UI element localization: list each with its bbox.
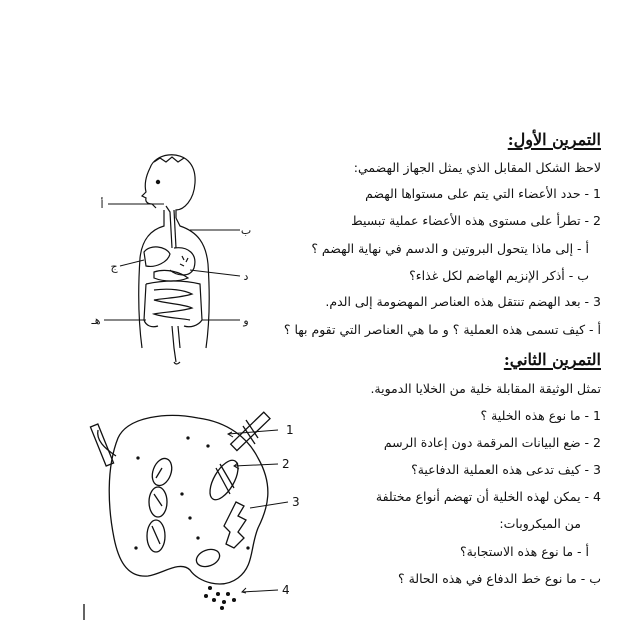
exercise2-question-4b: ب - ما نوع خط الدفاع في هذه الحالة ؟ xyxy=(397,571,601,586)
exercise1-question-3: 3 - بعد الهضم تنتقل هذه العناصر المهضومة إلى الدم. xyxy=(325,294,601,309)
figure1-label-b: ب xyxy=(240,224,252,237)
blood-cell-figure xyxy=(78,398,318,620)
digestive-system-figure xyxy=(80,148,260,368)
exercise1-question-3a: أ - كيف تسمى هذه العملية ؟ و ما هي العناصر التي تقوم بها ؟ xyxy=(283,322,601,337)
figure1-label-d: د xyxy=(243,270,249,283)
figure2-label-3: 3 xyxy=(292,495,300,509)
exercise2-question-3: 3 - كيف تدعى هذه العملية الدفاعية؟ xyxy=(411,462,601,477)
exercise1-title: التمرين الأول: xyxy=(507,130,601,149)
exercise1-question-2: 2 - تطرأ على مستوى هذه الأعضاء عملية تبسيط xyxy=(351,213,601,228)
exercise1-question-2b: ب - أذكر الإنزيم الهاضم لكل غذاء؟ xyxy=(409,268,589,283)
exercise1-question-2a: أ - إلى ماذا يتحول البروتين و الدسم في نهاية الهضم ؟ xyxy=(311,241,589,256)
exercise2-intro: تمثل الوثيقة المقابلة خلية من الخلايا الدموية. xyxy=(370,381,601,396)
figure2-label-1: 1 xyxy=(286,423,294,437)
exercise2-question-4-cont: من الميكروبات: xyxy=(499,516,581,531)
figure1-label-a: أ xyxy=(100,198,104,211)
figure1-label-e: هـ xyxy=(91,314,101,327)
figure1-label-c: ج xyxy=(110,260,118,273)
exercise2-question-1: 1 - ما نوع هذه الخلية ؟ xyxy=(480,408,601,423)
exercise1-intro: لاحظ الشكل المقابل الذي يمثل الجهاز الهضمي: xyxy=(353,160,601,175)
figure2-label-4: 4 xyxy=(282,583,290,597)
figure1-label-f: و xyxy=(243,314,249,327)
exercise2-question-2: 2 - ضع البيانات المرقمة دون إعادة الرسم xyxy=(383,435,601,450)
figure2-label-2: 2 xyxy=(282,457,290,471)
exercise2-question-4: 4 - يمكن لهذه الخلية أن تهضم أنواع مختلفة xyxy=(375,489,601,504)
exercise2-question-4a: أ - ما نوع هذه الاستجابة؟ xyxy=(460,544,589,559)
exercise1-question-1: 1 - حدد الأعضاء التي يتم على مستواها الهضم xyxy=(365,186,601,201)
exercise2-title: التمرين الثاني: xyxy=(503,350,601,369)
